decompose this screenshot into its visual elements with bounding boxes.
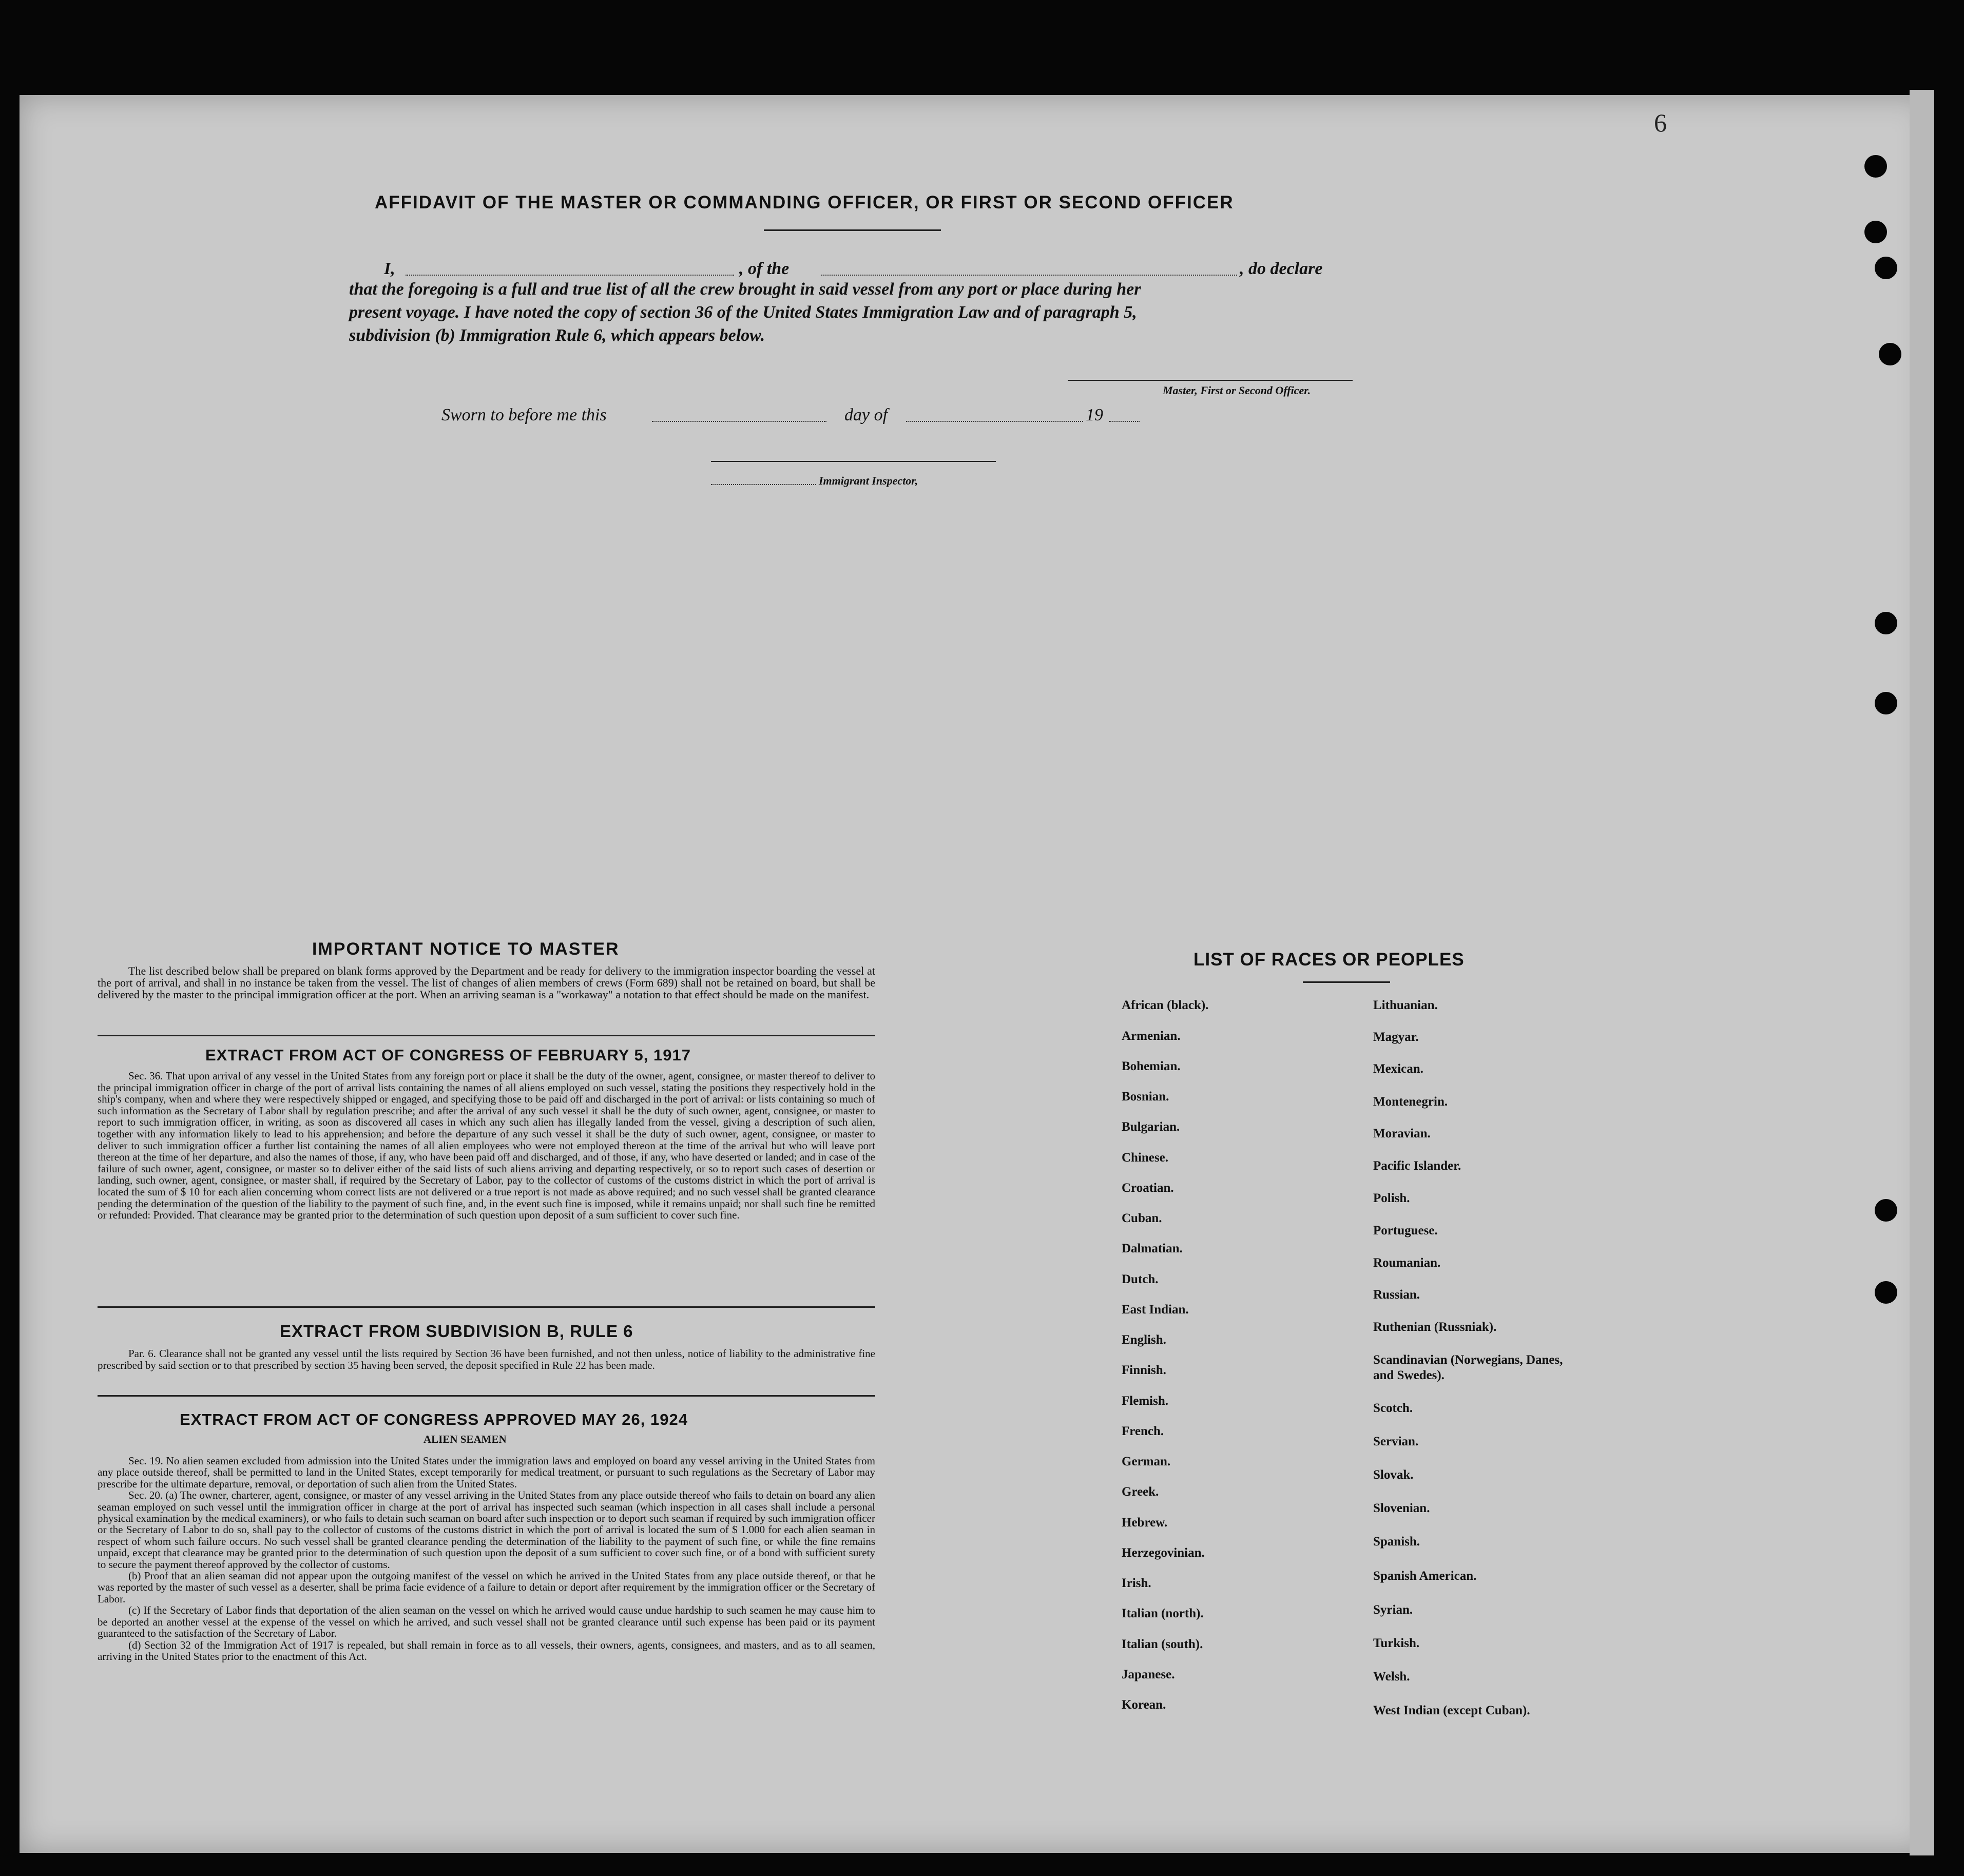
signature-line [1068, 380, 1353, 381]
inspector-line [711, 461, 996, 462]
extract-1924-paragraph: (b) Proof that an alien seaman did not appear upon the outgoing manifest of the vessel on which he arrived in the United States from any place outside thereof, or that he was reported by the master of such vessel as a deserter, shall be prima facie evidence of a failure to detain or deport after requirement by the immigration officer or the Secretary of Labor. [98, 1570, 875, 1605]
notice-text: The list described below shall be prepared on blank forms approved by the Department and be ready for delivery to the immigration inspector boarding the vessel at the port of arrival, and shall in no instance be taken from the vessel. The list of changes of alien members of crews (Form 689) shall not be retained on board, but shall be delivered by the master to the principal immigration officer at the port. When an arriving seaman is a "workaway" a notation to that effect should be made on the manifest. [98, 964, 875, 1001]
race-item: Slovak. [1373, 1468, 1414, 1482]
race-item: East Indian. [1122, 1303, 1189, 1317]
race-item: Greek. [1122, 1485, 1159, 1499]
extract-1924-paragraph: Sec. 20. (a) The owner, charterer, agent, consignee, or master of any vessel arriving in the United States from any place outside thereof who fails to detain on board any alien seaman employed on such vessel until the immigration officer in charge at the port of arrival has inspected such seaman (which inspection in all cases shall include a personal physical examination by the medical examiners), or who fails to detain such seaman on board after such inspection or to deport such seaman if required by such immigration officer or the Secretary of Labor to do so, shall pay to the collector of customs of the customs district in which the port of arrival is located the sum of $ 1.000 for each alien seaman in respect of whom such failure occurs. No such vessel shall be granted clearance pending the determination of the liability to the payment of such fine, or while the fine remains unpaid, except that clearance may be granted prior to the determination of such question upon the deposit of a sum sufficient to cover such fine, or of a bond with sufficient surety to secure the payment thereof approved by the collector of customs. [98, 1489, 875, 1571]
binder-hole [1875, 1281, 1897, 1304]
race-item: Bohemian. [1122, 1059, 1181, 1073]
race-item: Russian. [1373, 1288, 1420, 1302]
extract-1917-text: Sec. 36. That upon arrival of any vessel in the United States from any foreign port or place it shall be the duty of the owner, agent, consignee, or master thereof to deliver to the principal immigration officer in charge of the port of arrival lists containing the names of all aliens employed on such vessel, stating the positions they respectively hold in the ship's company, when and where they were respectively shipped or engaged, and specifying those to be paid off and discharged in the port of arrival: or lists containing so much of such information as the Secretary of Labor shall by regulation prescribe; and after the arrival of any such vessel it shall be the duty of such owner, agent, consignee, or master to report to such immigration officer, in writing, as soon as discovered all cases in which any such alien has illegally landed from the vessel, giving a description of such alien, together with any information likely to lead to his apprehension; and before the departure of any such vessel it shall be the duty of such owner, agent, consignee, or master to deliver to such immigration officer a further list containing the names of all alien employees who were not employed thereon at the time of the arrival but who will leave port thereon at the time of her departure, and also the names of those, if any, who have been paid off and discharged, and of those, if any, who have deserted or landed; and in case of the failure of such owner, agent, consignee, or master so to deliver either of the said lists of such aliens arriving and departing respectively, or so to report such cases of desertion or landing, such owner, agent, consignee, or master shall, if required by the Secretary of Labor, pay to the collector of customs of the customs district in which the port of arrival is located the sum of $ 10 for each alien concerning whom correct lists are not delivered or a true report is not made as above required; and no such vessel shall be granted clearance pending the determination of the question of the liability to the payment of such fine, and, in the event such fine is imposed, while it remains unpaid; nor shall such fine be remitted or refunded: Provided. That clearance may be granted prior to the determination of such question upon deposit of a sum sufficient to cover such fine. [98, 1070, 875, 1222]
title-underline [764, 229, 941, 231]
affidavit-body-line: that the foregoing is a full and true list of all the crew brought in said vessel from any port or place during her [349, 280, 1141, 299]
race-item: Japanese. [1122, 1668, 1175, 1681]
race-item: Syrian. [1373, 1603, 1413, 1617]
sworn-text: Sworn to before me this [441, 405, 607, 424]
vessel-blank [821, 275, 1237, 276]
inspector-caption: Immigrant Inspector, [819, 474, 918, 487]
race-item: Herzegovinian. [1122, 1546, 1205, 1560]
race-item: English. [1122, 1333, 1166, 1347]
race-item: Servian. [1373, 1435, 1419, 1448]
race-item: Roumanian. [1373, 1256, 1441, 1270]
race-item: West Indian (except Cuban). [1373, 1704, 1530, 1717]
race-item: Spanish American. [1373, 1569, 1477, 1583]
race-item: Montenegrin. [1373, 1095, 1448, 1109]
affidavit-title: AFFIDAVIT OF THE MASTER OR COMMANDING OFFICER, OR FIRST OR SECOND OFFICER [375, 192, 1234, 212]
extract-1924-paragraph: (d) Section 32 of the Immigration Act of 1917 is repealed, but shall remain in force as to all vessels, their owners, agents, consignees, and masters, and as to all seamen, arriving in the United States prior to the enactment of this Act. [98, 1638, 875, 1662]
binder-hole [1879, 343, 1901, 365]
race-item: Ruthenian (Russniak). [1373, 1320, 1497, 1334]
race-item: Portuguese. [1373, 1224, 1438, 1237]
extract-1924-paragraph: Sec. 19. No alien seamen excluded from admission into the United States under the immigration laws and employed on board any vessel arriving in the United States from any place outside thereof, shall be permitted to land in the United States, except temporarily for medical treatment, or pursuant to such regulations as the Secretary of Labor may prescribe for the ultimate departure, removal, or deportation of such alien from the United States. [98, 1455, 875, 1490]
race-item: Polish. [1373, 1191, 1410, 1205]
races-title: LIST OF RACES OR PEOPLES [1193, 950, 1465, 970]
race-item: Chinese. [1122, 1151, 1168, 1165]
race-item: Scandinavian (Norwegians, Danes, and Swedes). [1373, 1353, 1563, 1382]
sworn-day-blank [652, 421, 826, 422]
race-item: Mexican. [1373, 1062, 1423, 1076]
day-of-text: day of [844, 405, 888, 424]
divider [98, 1395, 875, 1397]
races-underline [1303, 981, 1390, 983]
signature-caption: Master, First or Second Officer. [1163, 384, 1311, 397]
race-item: Flemish. [1122, 1394, 1168, 1408]
race-item: Hebrew. [1122, 1516, 1168, 1530]
affidavit-of-the: , of the [739, 259, 790, 278]
race-item: Armenian. [1122, 1029, 1181, 1043]
binder-hole [1875, 612, 1897, 634]
race-item: Spanish. [1373, 1535, 1420, 1549]
race-item: Lithuanian. [1373, 998, 1438, 1012]
name-blank [406, 275, 734, 276]
notice-title: IMPORTANT NOTICE TO MASTER [312, 939, 620, 959]
race-item: Pacific Islander. [1373, 1159, 1461, 1173]
divider [98, 1306, 875, 1308]
binder-hole [1875, 257, 1897, 279]
race-item: Cuban. [1122, 1211, 1162, 1225]
race-item: African (black). [1122, 998, 1209, 1012]
race-item: Turkish. [1373, 1636, 1420, 1650]
race-item: Italian (north). [1122, 1607, 1204, 1620]
affidavit-body-line: present voyage. I have noted the copy of section 36 of the United States Immigration Law and of paragraph 5, [349, 303, 1137, 322]
race-item: Irish. [1122, 1576, 1151, 1590]
extract-1924-title: EXTRACT FROM ACT OF CONGRESS APPROVED MAY 26, 1924 [180, 1410, 688, 1428]
race-item: Moravian. [1373, 1127, 1431, 1140]
race-item: French. [1122, 1424, 1164, 1438]
affidavit-declare: , do declare [1240, 259, 1323, 278]
year-blank [1109, 421, 1140, 422]
race-item: Dalmatian. [1122, 1242, 1183, 1255]
sworn-month-blank [906, 421, 1083, 422]
race-item: Magyar. [1373, 1030, 1419, 1044]
race-item: German. [1122, 1455, 1171, 1468]
corner-mark: 6 [1654, 108, 1667, 137]
divider [98, 1035, 875, 1036]
affidavit-body-line: subdivision (b) Immigration Rule 6, which appears below. [349, 326, 765, 345]
binder-hole [1875, 692, 1897, 714]
extract-1924-body [98, 1455, 875, 1662]
page-edge [1910, 90, 1934, 1855]
subdivision-b-title: EXTRACT FROM SUBDIVISION B, RULE 6 [280, 1322, 633, 1341]
race-item: Welsh. [1373, 1670, 1410, 1684]
extract-1917-title: EXTRACT FROM ACT OF CONGRESS OF FEBRUARY 5, 1917 [205, 1046, 691, 1064]
year-prefix: 19 [1086, 405, 1103, 424]
inspector-dotline [711, 484, 816, 485]
extract-1924-paragraph: (c) If the Secretary of Labor finds that deportation of the alien seaman on the vessel on which he arrived would cause undue hardship to such seamen he may cause him to be deported an another vessel at the expense of the vessel on which he arrived, and such vessel shall not be granted clearance until such expense has been paid or its payment guaranteed to the satisfaction of the Secretary of Labor. [98, 1604, 875, 1640]
binder-hole [1875, 1199, 1897, 1222]
race-item: Italian (south). [1122, 1637, 1203, 1651]
race-item: Croatian. [1122, 1181, 1174, 1195]
race-item: Korean. [1122, 1698, 1166, 1712]
race-item: Scotch. [1373, 1401, 1413, 1415]
race-item: Dutch. [1122, 1272, 1159, 1286]
race-item: Slovenian. [1373, 1501, 1430, 1515]
binder-hole [1864, 221, 1887, 243]
race-item: Bosnian. [1122, 1090, 1169, 1104]
affidavit-line1-i: I, [384, 259, 395, 278]
race-item: Finnish. [1122, 1363, 1166, 1377]
subdivision-b-text: Par. 6. Clearance shall not be granted any vessel until the lists required by Section 36 have been furnished, and not then unless, notice of liability to the administrative fine prescribed by said section or to that prescribed by section 35 having been served, the deposit specified in Rule 22 has been made. [98, 1347, 875, 1371]
race-item: Bulgarian. [1122, 1120, 1180, 1134]
extract-1924-subtitle: ALIEN SEAMEN [423, 1433, 507, 1445]
binder-hole [1864, 155, 1887, 178]
